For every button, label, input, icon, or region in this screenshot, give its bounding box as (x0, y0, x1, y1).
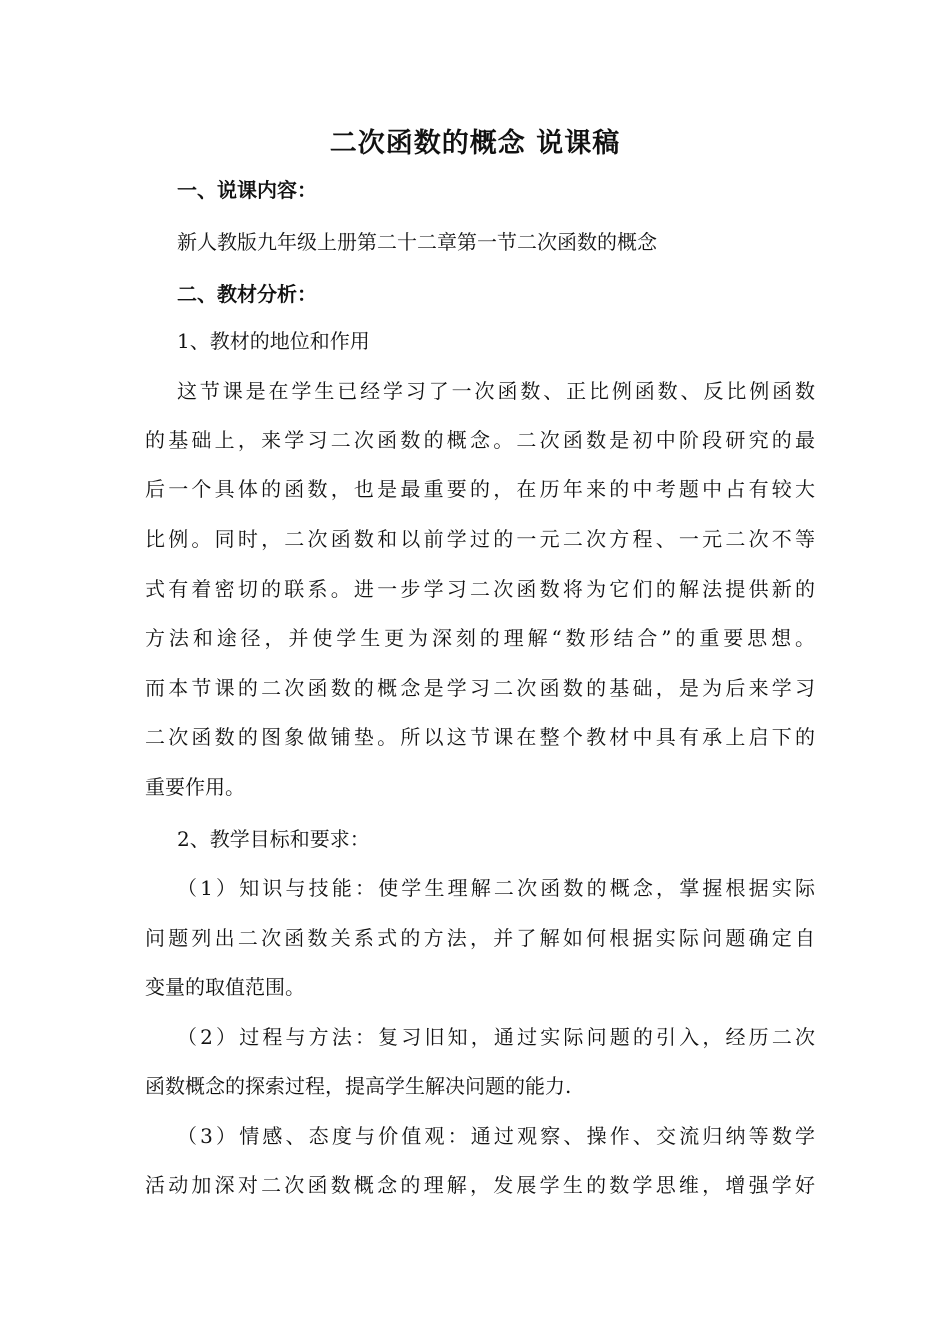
document-title: 二次函数的概念 说课稿 (329, 128, 621, 159)
paragraph-line: （3）情感、态度与价值观：通过观察、操作、交流归纳等数学 (177, 1124, 815, 1148)
paragraph-line: 变量的取值范围。 (145, 975, 305, 999)
paragraph-line: 问题列出二次函数关系式的方法，并了解如何根据实际问题确定自 (145, 926, 815, 950)
paragraph-line: 后一个具体的函数，也是最重要的，在历年来的中考题中占有较大 (145, 477, 815, 501)
paragraph-line: 这节课是在学生已经学习了一次函数、正比例函数、反比例函数 (177, 379, 815, 403)
section-heading-content: 一、说课内容： (177, 178, 317, 202)
subsection-heading: 2、教学目标和要求： (177, 827, 370, 851)
paragraph-line: 而本节课的二次函数的概念是学习二次函数的基础，是为后来学习 (145, 676, 815, 700)
paragraph-line: （1）知识与技能：使学生理解二次函数的概念，掌握根据实际 (177, 876, 815, 900)
paragraph-line: （2）过程与方法：复习旧知，通过实际问题的引入，经历二次 (177, 1025, 815, 1049)
paragraph-line: 函数概念的探索过程，提高学生解决问题的能力. (145, 1074, 572, 1098)
paragraph-line: 式有着密切的联系。进一步学习二次函数将为它们的解法提供新的 (145, 577, 815, 601)
paragraph-line: 比例。同时，二次函数和以前学过的一元二次方程、一元二次不等 (145, 527, 815, 551)
paragraph-line: 新人教版九年级上册第二十二章第一节二次函数的概念 (177, 230, 657, 254)
paragraph-line: 二次函数的图象做铺垫。所以这节课在整个教材中具有承上启下的 (145, 725, 815, 749)
subsection-heading: 1、教材的地位和作用 (177, 329, 370, 353)
section-heading-analysis: 二、教材分析： (177, 282, 317, 306)
paragraph-line: 活动加深对二次函数概念的理解，发展学生的数学思维，增强学好 (145, 1173, 815, 1197)
paragraph-line: 方法和途径，并使学生更为深刻的理解“数形结合”的重要思想。 (145, 626, 815, 650)
paragraph-line: 重要作用。 (145, 775, 245, 799)
paragraph-line: 的基础上，来学习二次函数的概念。二次函数是初中阶段研究的最 (145, 428, 815, 452)
